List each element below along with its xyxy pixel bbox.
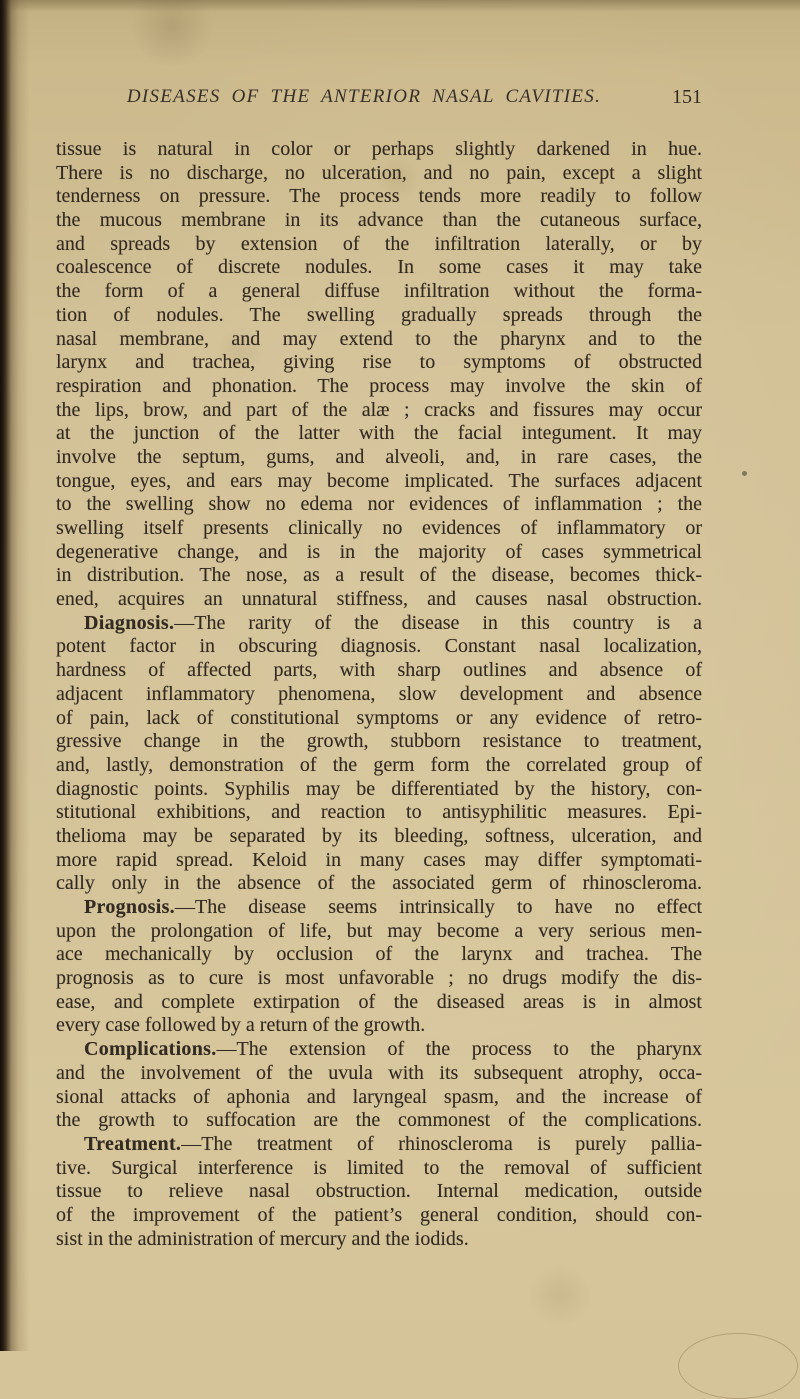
paragraph-prognosis <box>56 896 702 1038</box>
text-line: diagnostic points. Syphilis may be differentiated by the history, con- <box>56 777 702 800</box>
text-line: potent factor in obscuring diagnosis. Constant nasal localization, <box>56 635 702 658</box>
text-line: coalescence of discrete nodules. In some cases it may take <box>56 256 702 279</box>
text-line: tissue is natural in color or perhaps slightly darkened in hue. <box>56 138 702 160</box>
page-body <box>56 138 702 1251</box>
text-line: ace mechanically by occlusion of the larynx and trachea. The <box>56 943 702 966</box>
text-line: sional attacks of aphonia and laryngeal spasm, and the increase of <box>56 1085 702 1108</box>
text-line: thelioma may be separated by its bleeding, softness, ulceration, and <box>56 824 702 847</box>
text-line: and the involvement of the uvula with its subsequent atrophy, occa- <box>56 1061 702 1084</box>
text-line: tissue to relieve nasal obstruction. Internal medication, outside <box>56 1180 702 1203</box>
text-line: every case followed by a return of the growth. <box>56 1014 426 1037</box>
text-line: ease, and complete extirpation of the diseased areas is in almost <box>56 990 702 1013</box>
text-line: adjacent inflammatory phenomena, slow development and absence <box>56 682 702 705</box>
text-line: the growth to suffocation are the commonest of the complications. <box>56 1109 702 1132</box>
text-line: Complications.—The extension of the process to the pharynx <box>84 1038 702 1061</box>
text-line: hardness of affected parts, with sharp outlines and absence of <box>56 659 702 682</box>
text-line: at the junction of the latter with the facial integument. It may <box>56 422 702 445</box>
running-head-title: DISEASES OF THE ANTERIOR NASAL CAVITIES. <box>126 86 602 107</box>
text-line: degenerative change, and is in the majority of cases symmetrical <box>56 540 702 563</box>
text-line: of pain, lack of constitutional symptoms or any evidence of retro- <box>56 706 702 729</box>
section-heading: Complications. <box>84 1038 217 1061</box>
section-heading: Prognosis. <box>84 896 175 918</box>
book-gutter-shadow <box>0 0 30 1351</box>
text-line: and, lastly, demonstration of the germ form the correlated group of <box>56 753 702 776</box>
text-line: of the improvement of the patient’s general condition, should con- <box>56 1203 702 1226</box>
paragraph-complications <box>56 1038 702 1133</box>
text-line: Treatment.—The treatment of rhinoscleroma is purely pallia- <box>84 1132 702 1155</box>
text-line: the mucous membrane in its advance than the cutaneous surface, <box>56 209 702 232</box>
text-line: cally only in the absence of the associated germ of rhinoscleroma. <box>56 872 702 895</box>
running-head <box>56 86 702 114</box>
text-line: involve the septum, gums, and alveoli, and, in rare cases, the <box>56 445 702 468</box>
section-heading: Diagnosis. <box>84 611 175 634</box>
text-line: tongue, eyes, and ears may become implicated. The surfaces adjacent <box>56 469 702 492</box>
text-line: respiration and phonation. The process may involve the skin of <box>56 374 702 397</box>
text-line: nasal membrane, and may extend to the pharynx and to the <box>56 327 702 350</box>
text-line: larynx and trachea, giving rise to symptoms of obstructed <box>56 351 702 374</box>
text-line: and spreads by extension of the infiltration laterally, or by <box>56 232 702 255</box>
text-line: the lips, brow, and part of the alæ ; cracks and fissures may occur <box>56 398 702 421</box>
text-line: ened, acquires an unnatural stiffness, and causes nasal obstruction. <box>56 588 702 611</box>
text-line: stitutional exhibitions, and reaction to antisyphilitic measures. Epi- <box>56 801 702 824</box>
paragraph-continuation <box>56 138 702 612</box>
text-line: upon the prolongation of life, but may become a very serious men- <box>56 919 702 942</box>
ink-spot <box>742 471 747 476</box>
page-number: 151 <box>672 86 702 108</box>
text-line: the form of a general diffuse infiltration without the forma- <box>56 280 702 303</box>
text-line: There is no discharge, no ulceration, and no pain, except a slight <box>56 161 702 184</box>
text-line: sist in the administration of mercury and the iodids. <box>56 1227 469 1250</box>
text-line: prognosis as to cure is most unfavorable ; no drugs modify the dis- <box>56 967 702 990</box>
page-top-shadow <box>0 0 800 12</box>
text-line: tenderness on pressure. The process tends more readily to follow <box>56 185 702 208</box>
text-line: Diagnosis.—The rarity of the disease in this country is a <box>84 611 702 634</box>
text-line: swelling itself presents clinically no evidences of inflammatory or <box>56 517 702 539</box>
section-heading: Treatment. <box>84 1132 182 1155</box>
text-line: tion of nodules. The swelling gradually spreads through the <box>56 303 702 326</box>
text-line: Prognosis.—The disease seems intrinsically to have no effect <box>84 896 702 918</box>
stain-arc <box>678 1333 798 1399</box>
text-line: to the swelling show no edema nor evidences of inflammation ; the <box>56 493 702 516</box>
paragraph-diagnosis <box>56 612 702 896</box>
text-line: tive. Surgical interference is limited to the removal of sufficient <box>56 1156 702 1179</box>
paragraph-treatment <box>56 1133 702 1251</box>
text-line: gressive change in the growth, stubborn resistance to treatment, <box>56 730 702 753</box>
text-line: more rapid spread. Keloid in many cases may differ symptomati- <box>56 848 702 871</box>
text-line: in distribution. The nose, as a result of the disease, becomes thick- <box>56 564 702 587</box>
